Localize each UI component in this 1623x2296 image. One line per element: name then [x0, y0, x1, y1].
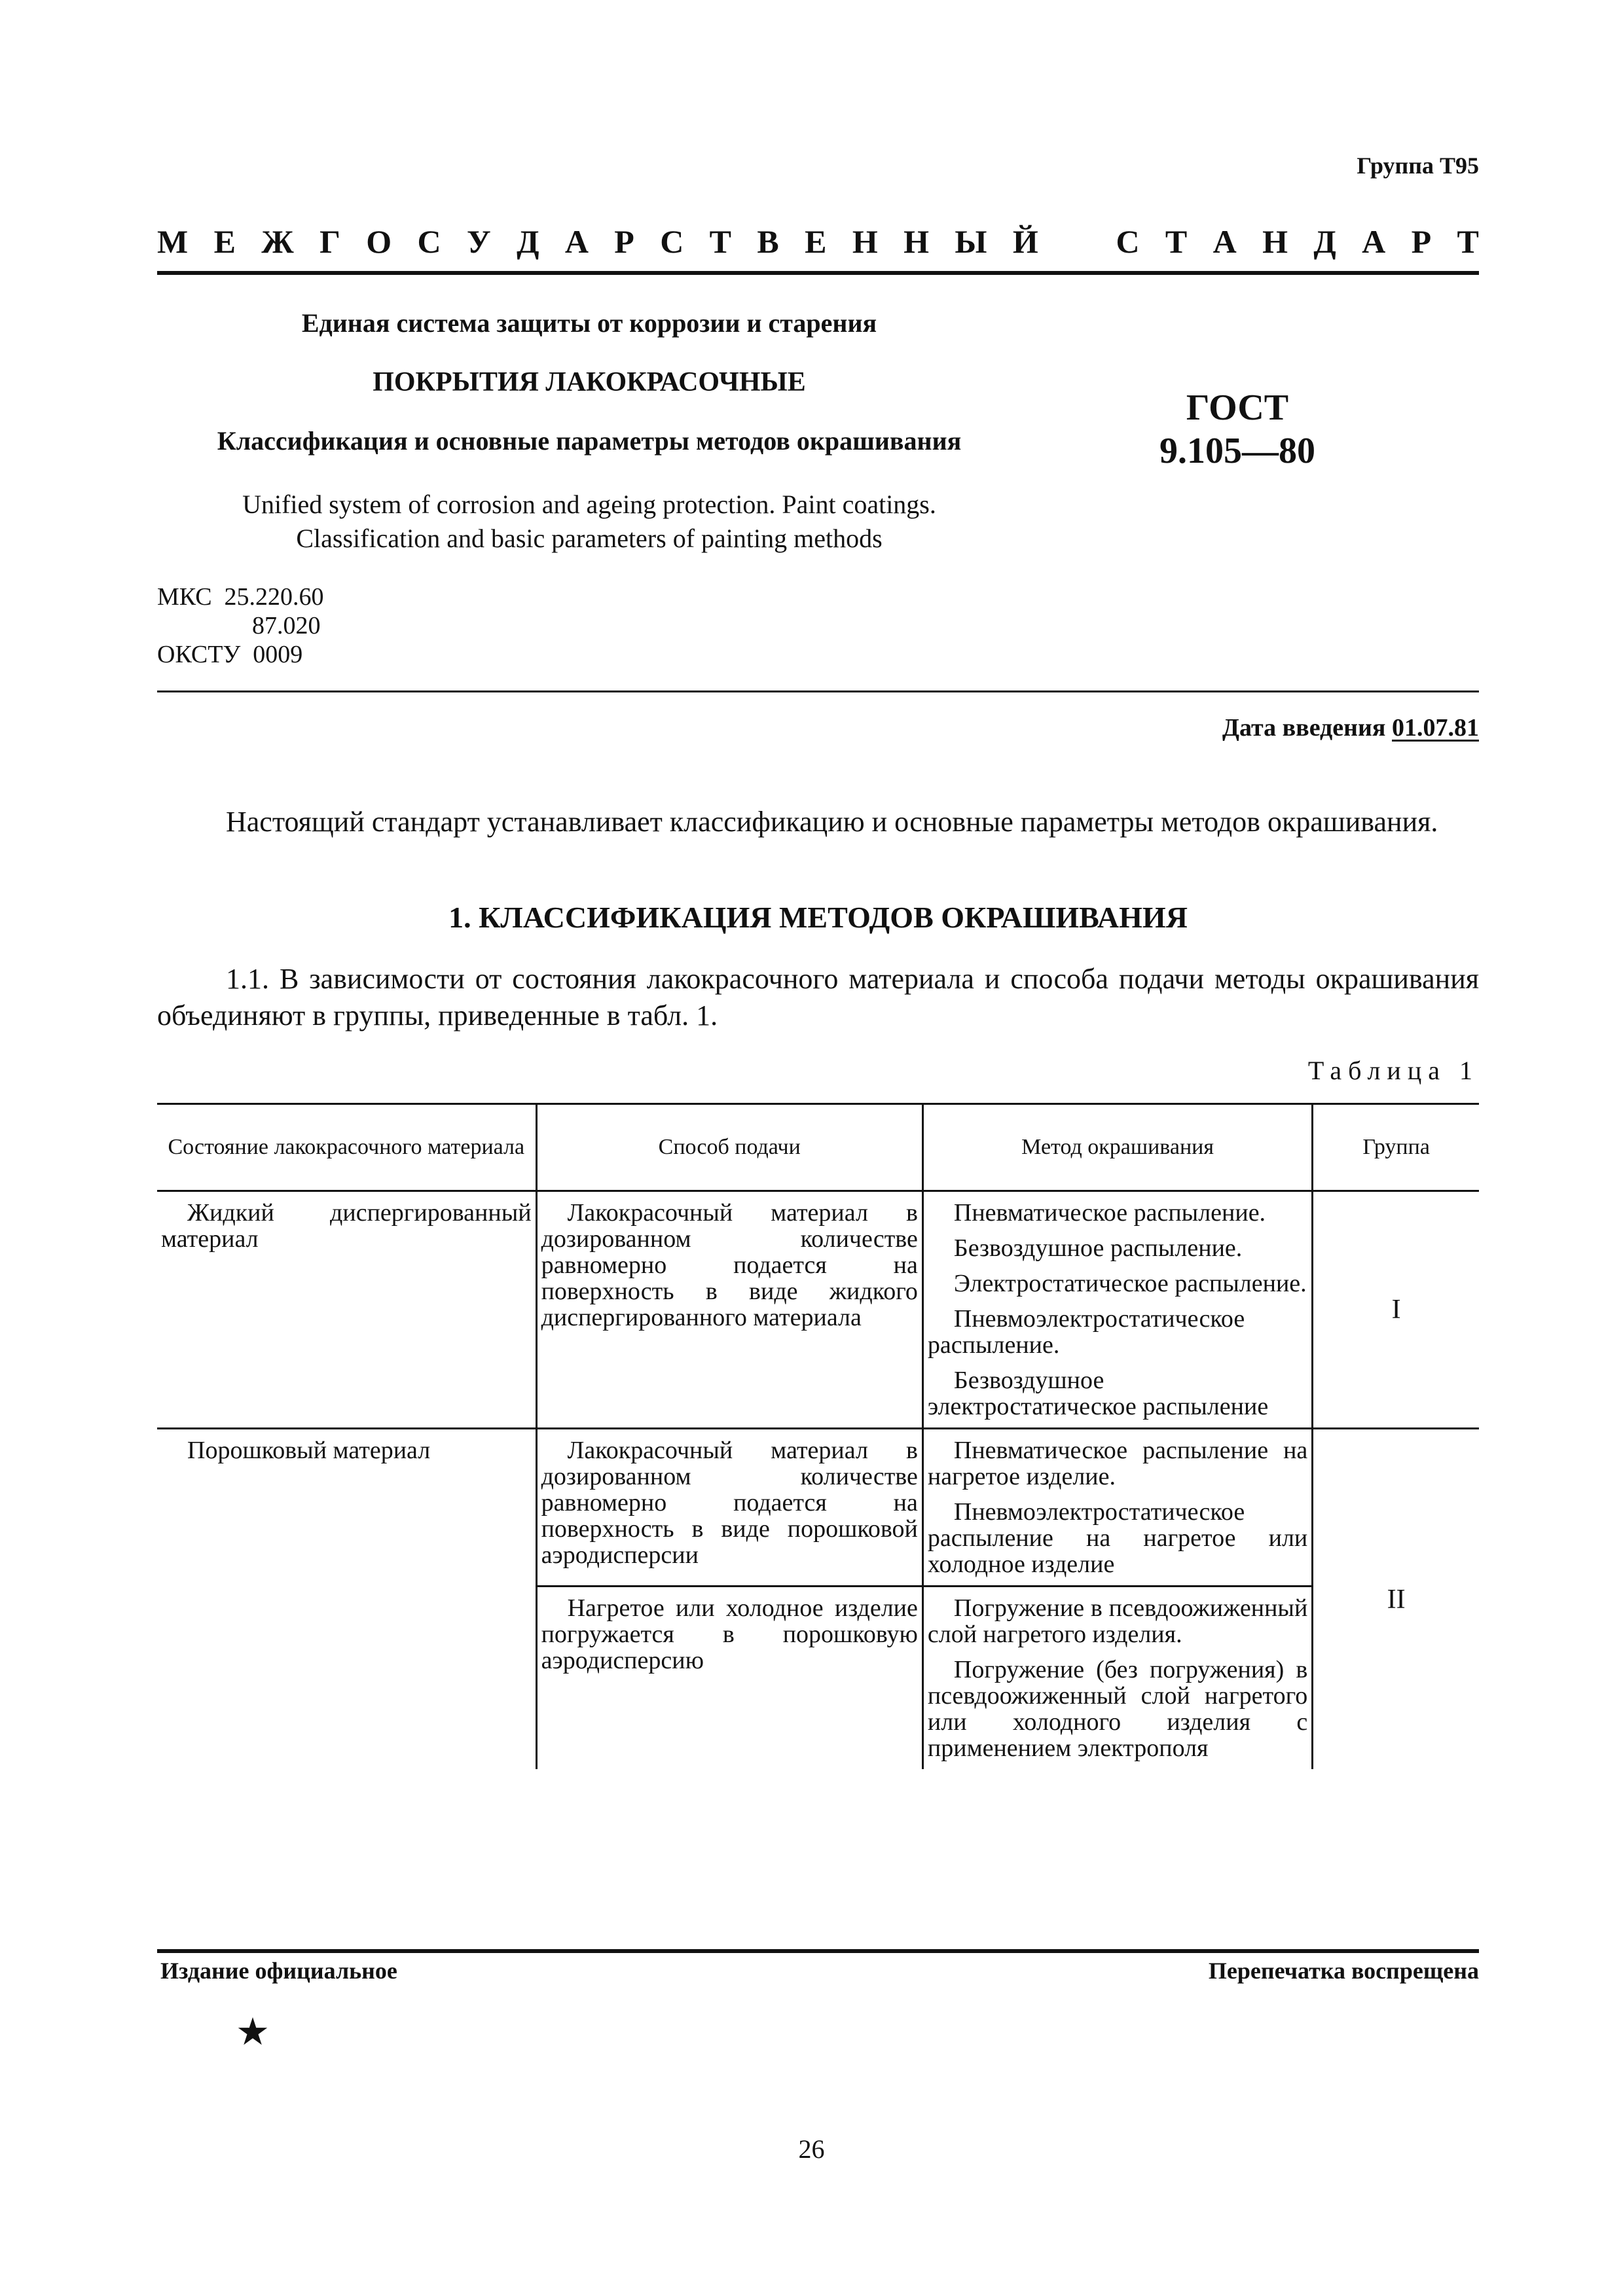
- state-powder: Порошковый материал: [187, 1437, 431, 1464]
- reprint-notice: Перепечатка воспрещена: [1208, 1958, 1479, 1984]
- banner-letter: Т: [1457, 223, 1479, 260]
- date-value: 01.07.81: [1392, 714, 1479, 742]
- section-heading: 1. КЛАССИФИКАЦИЯ МЕТОДОВ ОКРАШИВАНИЯ: [448, 901, 1188, 934]
- banner-letter: Е: [213, 223, 236, 260]
- banner-letter: Ы: [955, 223, 987, 260]
- banner-letter: Ж: [261, 223, 294, 260]
- clause-1-1: 1.1. В зависимости от состояния лакокрасочного материала и способа подачи методы окрашивания объединяют в группы, приведенные в табл. 1.: [157, 963, 1479, 1031]
- banner-letter: А: [1213, 223, 1237, 260]
- english-line-2: Classification and basic parameters of painting methods: [296, 524, 883, 553]
- english-title: [157, 488, 1021, 556]
- feed-liquid-text: Лакокрасочный материал в дозированном количестве равномерно подается на поверхность в виде жидкого диспергированного материала: [541, 1199, 918, 1331]
- method-item: Погружение в псевдоожиженный слой нагретого изделия.: [927, 1594, 1308, 1648]
- star-icon: ★: [236, 2011, 270, 2053]
- banner-letter: Д: [517, 223, 539, 260]
- method-item: Электростатическое распыление.: [953, 1270, 1307, 1297]
- date-label: Дата введения: [1222, 714, 1386, 742]
- banner-letter: Н: [903, 223, 929, 260]
- feed-powder-a-text: Лакокрасочный материал в дозированном количестве равномерно подается на поверхность в виде порошковой аэродисперсии: [541, 1437, 918, 1569]
- table-header-row: [157, 1104, 1479, 1191]
- banner-letter: О: [366, 223, 392, 260]
- method-item: Пневмоэлектростатическое распыление на нагретое или холодное изделие: [927, 1498, 1308, 1578]
- banner-letter: С: [417, 223, 441, 260]
- top-rule: [157, 271, 1479, 275]
- gost-designation: [1139, 386, 1336, 473]
- method-item: Пневматическое распыление на нагретое изделие.: [927, 1437, 1308, 1490]
- banner-letter: [1064, 223, 1090, 262]
- group-code: Группа Т95: [1357, 152, 1479, 179]
- banner-letter: Т: [1165, 223, 1188, 260]
- methods-powder-a: [922, 1429, 1312, 1587]
- method-item: Погружение (без погружения) в псевдоожиженный слой нагретого или холодного изделия с применением электрополя: [927, 1656, 1308, 1762]
- table-row: [157, 1191, 1479, 1429]
- mks-line-2: 87.020: [252, 612, 321, 639]
- methods-table: [157, 1103, 1479, 1769]
- banner-letter: С: [1116, 223, 1140, 260]
- header-method: Метод окрашивания: [922, 1104, 1312, 1191]
- banner-letter: А: [1362, 223, 1386, 260]
- gost-label: ГОСТ: [1186, 387, 1289, 428]
- feed-powder-a: [536, 1429, 922, 1587]
- mks-codes: [157, 583, 324, 669]
- methods-powder-b: [922, 1587, 1312, 1770]
- feed-powder-b-text: Нагретое или холодное изделие погружается в порошковую аэродисперсию: [541, 1594, 918, 1674]
- header-state: Состояние лакокрасочного материала: [157, 1104, 536, 1191]
- banner-letter: Н: [1262, 223, 1288, 260]
- header-feed: Способ подачи: [536, 1104, 922, 1191]
- state-liquid: Жидкий диспергированный материал: [157, 1191, 536, 1429]
- table-caption: Таблица 1: [1307, 1056, 1479, 1085]
- banner-letter: Н: [852, 223, 878, 260]
- banner-letter: Т: [709, 223, 732, 260]
- table-row: [157, 1429, 1479, 1587]
- banner-letter: Й: [1012, 223, 1038, 260]
- banner-letter: Е: [805, 223, 827, 260]
- classification-title: Классификация и основные параметры методов окрашивания: [217, 426, 962, 456]
- feed-liquid: [536, 1191, 922, 1429]
- header-rule: [157, 691, 1479, 692]
- footer-rule: [157, 1949, 1479, 1953]
- banner-letter: У: [467, 223, 491, 260]
- system-title: Единая система защиты от коррозии и старения: [301, 308, 877, 338]
- header-group: Группа: [1313, 1104, 1479, 1191]
- banner-letter: Г: [319, 223, 340, 260]
- method-item: Безвоздушное электростатическое распыление: [927, 1367, 1269, 1420]
- banner-letter: А: [564, 223, 589, 260]
- banner-letter: Р: [1411, 223, 1432, 260]
- banner-letter: Р: [614, 223, 634, 260]
- feed-powder-b: [536, 1587, 922, 1770]
- official-edition: Издание официальное: [160, 1958, 397, 1984]
- banner-letter: Д: [1313, 223, 1336, 260]
- page-number: 26: [798, 2134, 825, 2164]
- method-item: Пневматическое распыление.: [953, 1199, 1266, 1227]
- okstu-code: ОКСТУ 0009: [157, 641, 303, 668]
- banner-letter: М: [157, 223, 189, 260]
- coatings-title: ПОКРЫТИЯ ЛАКОКРАСОЧНЫЕ: [373, 367, 806, 397]
- methods-liquid: [922, 1191, 1312, 1429]
- introduction-date: [1222, 713, 1479, 742]
- method-item: Пневмоэлектростатическое распыление.: [927, 1305, 1245, 1359]
- mks-line-1: МКС 25.220.60: [157, 583, 324, 611]
- method-item: Безвоздушное распыление.: [953, 1234, 1243, 1262]
- group-one: I: [1313, 1191, 1479, 1429]
- banner-letter: С: [660, 223, 684, 260]
- english-line-1: Unified system of corrosion and ageing protection. Paint coatings.: [242, 490, 936, 519]
- gost-number: 9.105—80: [1159, 431, 1315, 471]
- intro-paragraph: Настоящий стандарт устанавливает классификацию и основные параметры методов окрашивания.: [226, 806, 1438, 838]
- standard-banner: [157, 223, 1479, 262]
- group-two: II: [1313, 1429, 1479, 1770]
- banner-letter: В: [757, 223, 779, 260]
